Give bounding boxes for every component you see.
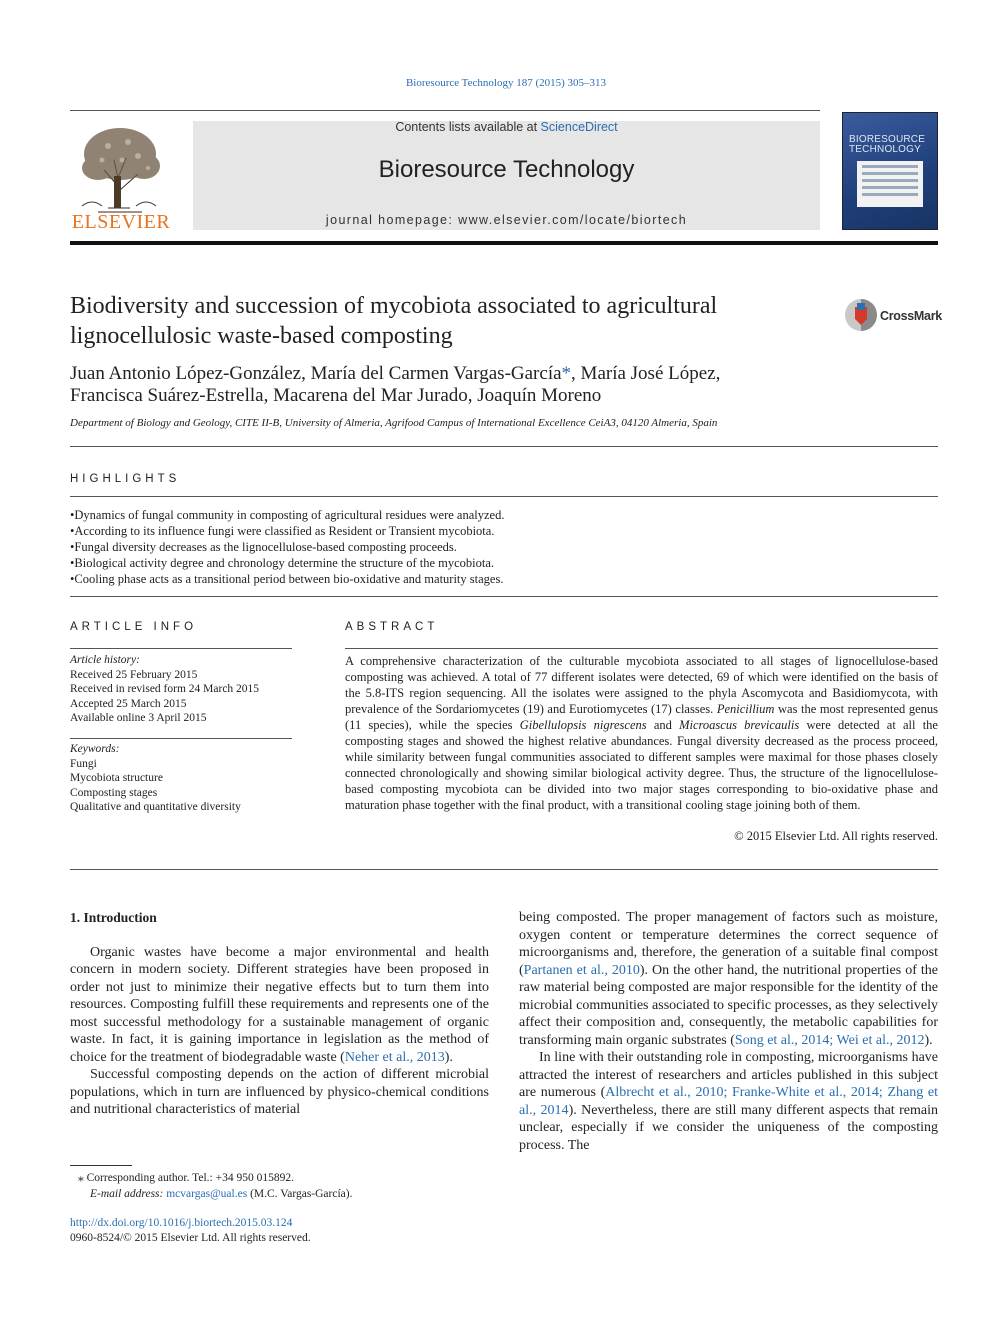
- reference-link[interactable]: Partanen et al., 2010: [523, 962, 640, 978]
- article-history: [70, 653, 292, 726]
- authors-line1-a: Juan Antonio López-González, María del Carmen Vargas-García: [70, 363, 562, 384]
- keyword: Mycobiota structure: [70, 772, 163, 784]
- email-owner: (M.C. Vargas-García).: [247, 1188, 353, 1200]
- email-note: [70, 1186, 490, 1202]
- abstract-genus: Penicillium: [716, 702, 775, 716]
- author-list: [70, 363, 870, 407]
- journal-name: Bioresource Technology: [378, 156, 635, 183]
- body-text: being composted. The proper management of factors such as moisture, oxygen content or temperature determines the correct sequence of microorganisms and, therefore, the generation of a suitable final compost (: [519, 910, 938, 978]
- history-accepted: Accepted 25 March 2015: [70, 697, 187, 710]
- reference-link[interactable]: Song et al., 2014; Wei et al., 2012: [734, 1032, 925, 1048]
- reference-link[interactable]: Neher et al., 2013: [344, 1049, 445, 1065]
- rule-keywords: [70, 738, 292, 739]
- body-paragraph: Successful composting depends on the action of different microbial populations, which in turn are influenced by physico-chemical conditions and nutritional characteristics of material: [70, 1067, 489, 1117]
- introduction-heading: 1. Introduction: [70, 910, 157, 925]
- keyword: Composting stages: [70, 786, 158, 799]
- body-text: In line with their outstanding role in composting, microorganisms have attracted the interest of researchers and articles published in this subject are numerous (: [519, 1050, 938, 1100]
- homepage-url[interactable]: www.elsevier.com/locate/biortech: [458, 213, 688, 227]
- rule-highlights-bottom: [70, 596, 938, 597]
- article-title: Biodiversity and succession of mycobiota associated to agricultural lignocellulosic waste-based composting: [70, 293, 718, 349]
- body-text: ).: [924, 1032, 933, 1048]
- footnote-rule: [70, 1165, 132, 1166]
- contents-line: [193, 120, 820, 134]
- body-paragraph: [519, 909, 938, 1049]
- body-text: ).: [444, 1049, 453, 1065]
- abstract-part: A comprehensive characterization of the culturable mycobiota associated to all stages of lignocellulose-based composting was achieved. A total of 77 different isolates were detected, 69 of which were identified on the basis of the 5.8-ITS region sequencing. All the isolates were assigned to the phyla Ascomycota and Basidiomycota, with prevalence of the Sordariomycetes (19) and Eurotiomycetes (17) classes.: [345, 654, 938, 716]
- keyword: Qualitative and quantitative diversity: [70, 801, 241, 813]
- doi-link[interactable]: http://dx.doi.org/10.1016/j.biortech.2015.03.124: [70, 1217, 293, 1229]
- abstract-species: Gibellulopsis nigrescens: [519, 718, 647, 732]
- contents-prefix: Contents lists available at: [395, 120, 541, 134]
- article-history-label: Article history:: [70, 654, 140, 666]
- crossmark-label[interactable]: CrossMark: [880, 309, 942, 323]
- keywords: [70, 742, 292, 815]
- abstract-copyright: © 2015 Elsevier Ltd. All rights reserved.: [734, 829, 938, 843]
- body-left-column: [70, 909, 489, 1119]
- rule-abstract: [345, 648, 938, 649]
- cover-graphic: [857, 161, 923, 207]
- affiliation: Department of Biology and Geology, CITE II-B, University of Almeria, Agrifood Campus of International Excellence CeiA3, 04120 Almeria, Spain: [70, 417, 718, 429]
- keyword: Fungi: [70, 757, 97, 770]
- body-right-column: [519, 909, 938, 1154]
- article-info-heading: ARTICLE INFO: [70, 621, 198, 633]
- abstract-part: was the most represented genus (11 species), while the species: [345, 702, 939, 732]
- body-text: ). On the other hand, the nutritional properties of the raw material being composted are major responsible for the identity of the microbial communities associated to specific processes, as they selectively affect their composition and, consequently, the metabolic capabilities for transforming main organic substrates (: [519, 962, 939, 1048]
- issn-copyright: 0960-8524/© 2015 Elsevier Ltd. All rights reserved.: [70, 1232, 311, 1244]
- abstract-part: were detected at all the composting stages and showed the highest relative abundances. Fungal diversity decreased as the process proceed, while similarity between fungal communities associated to different samples were maximal for those phases closely connected chronologically and showing similar biological activity degree. Thus, the structure of the lignocellulose-based composting mycobiota can be divided into two major stages corresponding to bio-oxidative phase and maturation phase together with the final product, with a transitional cooling stage joining both of them.: [345, 718, 938, 812]
- journal-homepage: [193, 213, 820, 227]
- homepage-prefix: journal homepage:: [325, 213, 459, 227]
- highlight-item: • Dynamics of fungal community in composting of agricultural residues were analyzed.: [70, 507, 940, 523]
- elsevier-wordmark: ELSEVIER: [71, 211, 171, 233]
- abstract-part: and: [646, 718, 680, 732]
- abstract-heading: ABSTRACT: [345, 621, 439, 633]
- crossmark-icon[interactable]: [843, 297, 883, 333]
- highlights-list: [70, 507, 940, 587]
- journal-citation[interactable]: Bioresource Technology 187 (2015) 305–313: [405, 77, 607, 89]
- journal-cover-thumbnail[interactable]: [842, 112, 938, 230]
- body-text: ). Nevertheless, there are still many different aspects that remain unclear, especially if we consider the uniqueness of the composting process. The: [519, 1102, 938, 1153]
- rule-after-affiliation: [70, 446, 938, 447]
- history-received: Received 25 February 2015: [70, 668, 198, 681]
- highlight-item: • Cooling phase acts as a transitional period between bio-oxidative and maturity stages.: [70, 571, 940, 587]
- reference-link[interactable]: Albrecht et al., 2010; Franke-White et al., 2014; Zhang et al., 2014: [519, 1085, 938, 1118]
- history-online: Available online 3 April 2015: [70, 712, 207, 724]
- doi-block: [70, 1216, 311, 1246]
- authors-line2: Francisca Suárez-Estrella, Macarena del Mar Jurado, Joaquín Moreno: [70, 385, 602, 406]
- header-thick-rule: [70, 241, 938, 245]
- footnotes: [70, 1170, 490, 1202]
- highlight-item: • Fungal diversity decreases as the lignocellulose-based composting proceeds.: [70, 539, 940, 555]
- body-paragraph: [70, 944, 489, 1067]
- authors-line1-b: , María José López,: [571, 363, 721, 384]
- email-label: E-mail address:: [90, 1188, 167, 1200]
- corresponding-author-note: ⁎ Corresponding author. Tel.: +34 950 015892.: [78, 1172, 294, 1184]
- history-revised: Received in revised form 24 March 2015: [70, 683, 260, 695]
- highlight-item: • According to its influence fungi were classified as Resident or Transient mycobiota.: [70, 523, 940, 539]
- rule-article-info: [70, 648, 292, 649]
- rule-highlights-top: [70, 496, 938, 497]
- rule-before-body: [70, 869, 938, 870]
- highlights-heading: HIGHLIGHTS: [70, 473, 181, 485]
- cover-title: BIORESOURCE TECHNOLOGY: [849, 134, 926, 155]
- sciencedirect-link[interactable]: ScienceDirect: [540, 120, 618, 134]
- keywords-label: Keywords:: [70, 743, 120, 755]
- abstract-species: Microascus brevicaulis: [679, 718, 800, 732]
- abstract-text: [345, 653, 938, 813]
- header-rule: [70, 110, 820, 111]
- body-paragraph: [519, 1049, 938, 1154]
- highlight-item: • Biological activity degree and chronology determine the structure of the mycobiota.: [70, 555, 940, 571]
- body-text: Organic wastes have become a major environmental and health concern in modern society. Different strategies have been proposed in order not just to minimize their negative effects but to turn them into resources. Composting fulfill these requirements and represents one of the most successful methodology for a sustainable management of organic waste. In fact, it is gaining importance in legislation as the method of choice for the treatment of biodegradable waste (: [70, 944, 489, 1065]
- email-link[interactable]: mcvargas@ual.es: [166, 1188, 248, 1200]
- corresponding-author-marker[interactable]: *: [561, 363, 572, 384]
